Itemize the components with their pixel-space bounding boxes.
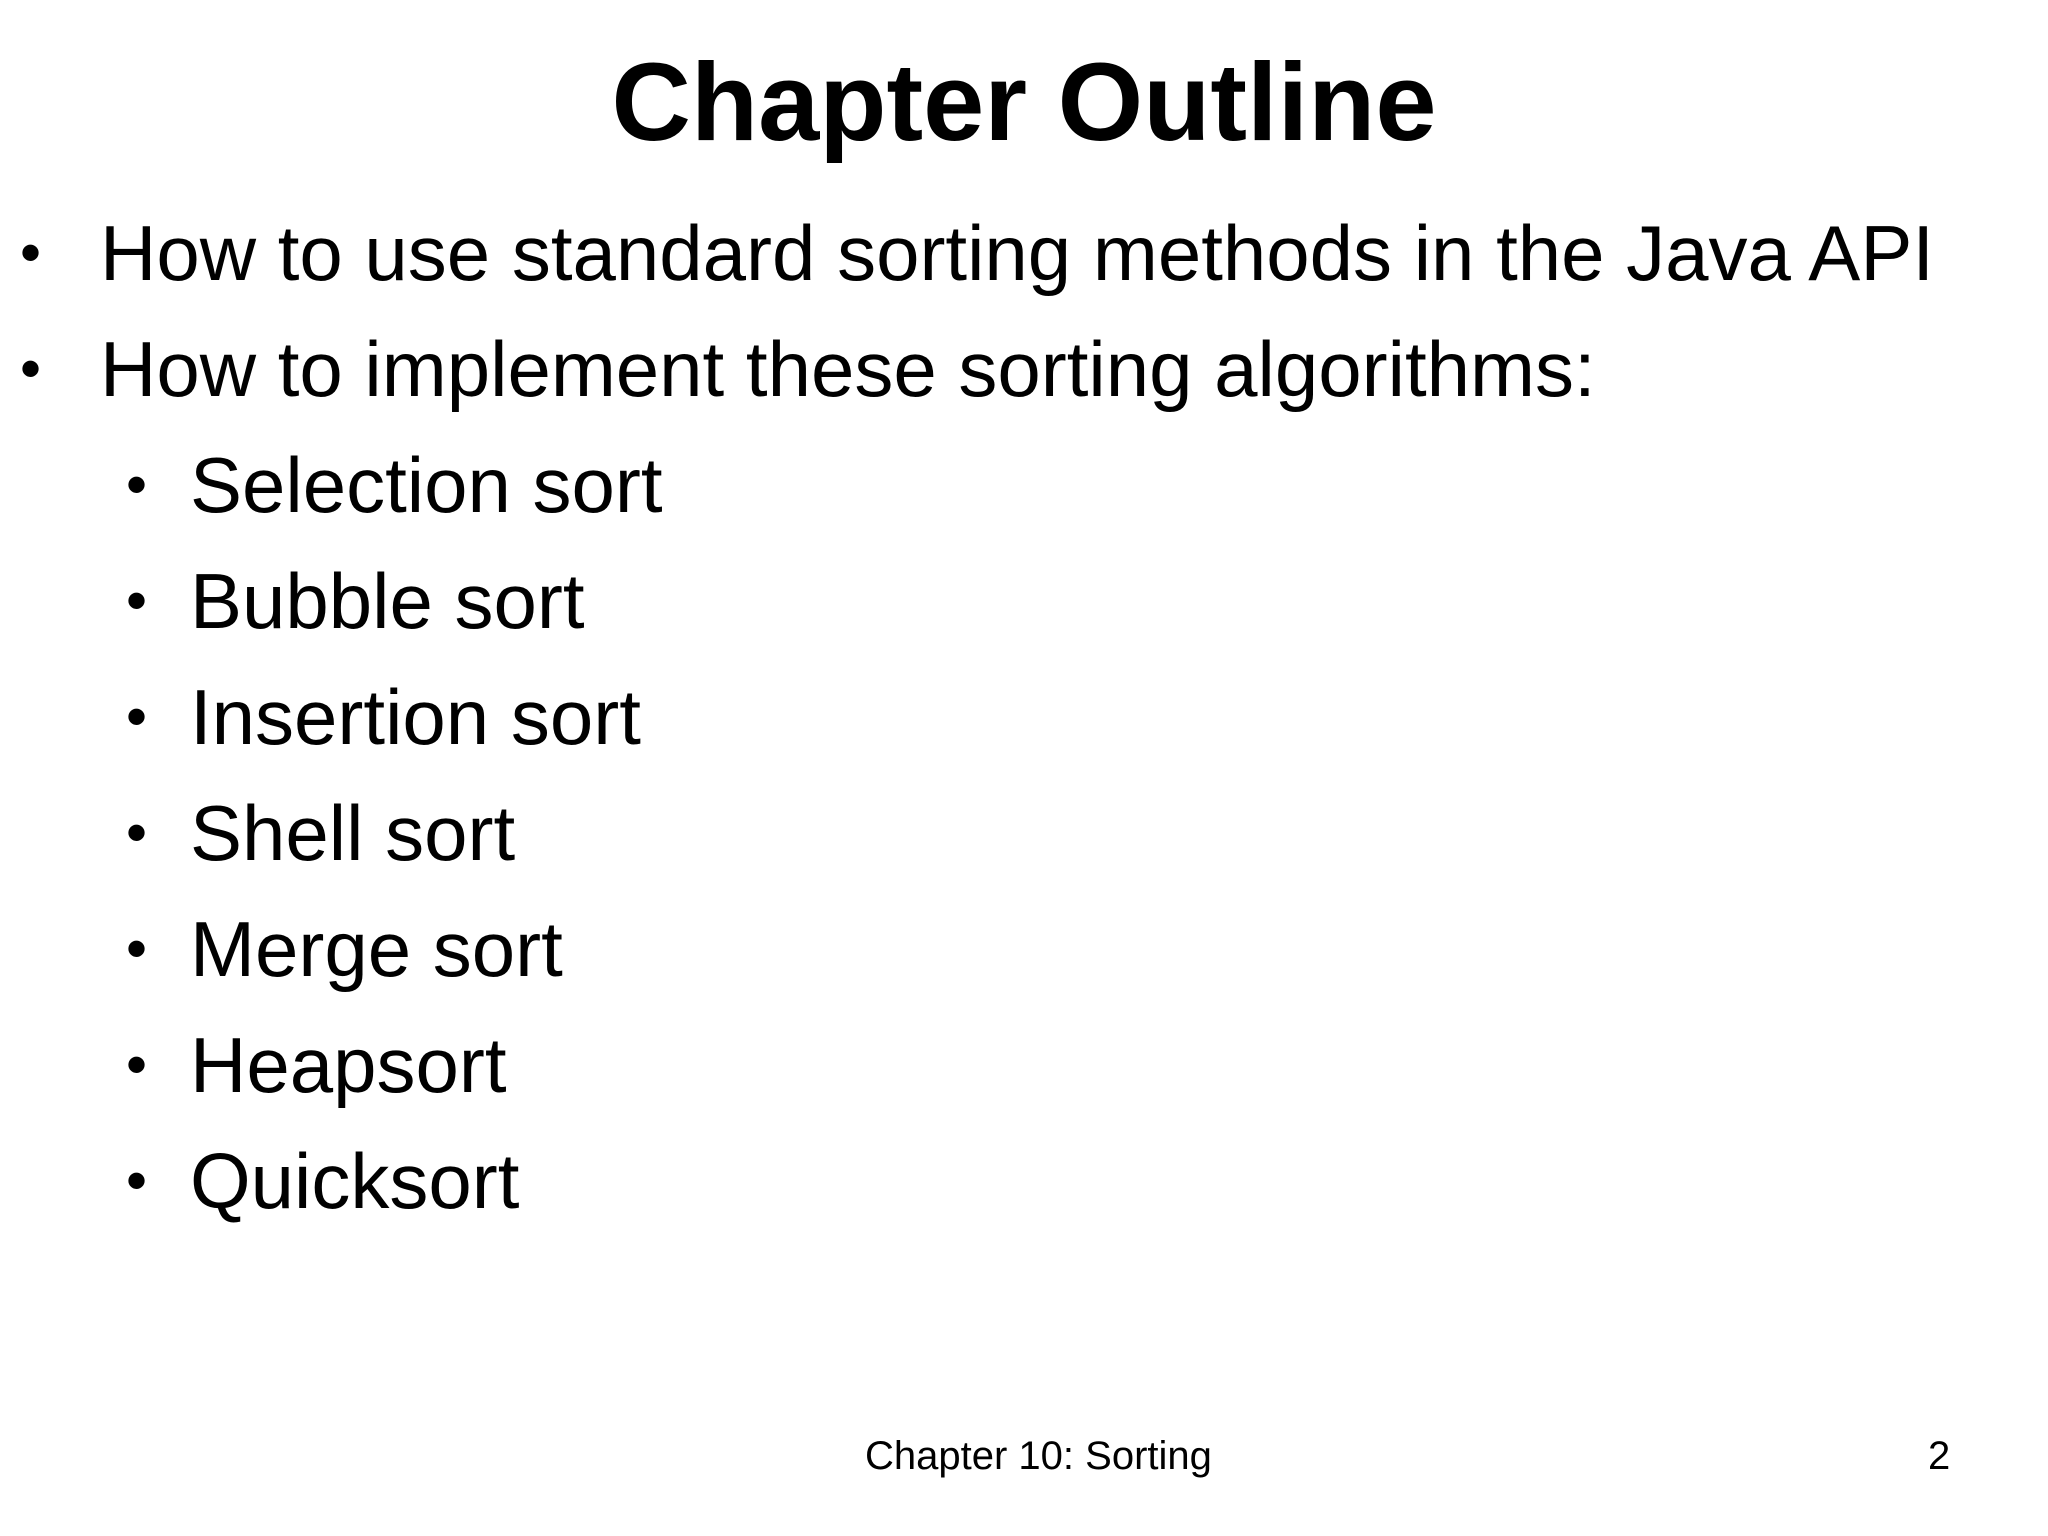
sub-bullet-text: Shell sort [190, 789, 516, 877]
sub-bullet-item [126, 440, 663, 530]
sub-bullet-item [126, 1020, 507, 1110]
sub-bullet-item [126, 556, 585, 646]
sub-bullet-text: Selection sort [190, 441, 663, 529]
sub-bullet-text: Heapsort [190, 1021, 507, 1109]
bullet-icon: • [20, 335, 42, 402]
bullet-icon: • [126, 567, 148, 634]
sub-bullet-item [126, 788, 516, 878]
sub-bullet-item [126, 1136, 520, 1226]
sub-bullet-text: Merge sort [190, 905, 563, 993]
bullet-icon: • [126, 451, 148, 518]
page-number: 2 [1928, 1434, 1951, 1478]
sub-bullet-text: Insertion sort [190, 673, 641, 761]
slide-title: Chapter Outline [611, 41, 1437, 164]
bullet-icon: • [126, 683, 148, 750]
bullet-icon: • [20, 219, 42, 286]
bullet-text: How to use standard sorting methods in the Java API [100, 209, 1935, 297]
bullet-text: How to implement these sorting algorithms: [100, 325, 1596, 413]
bullet-icon: • [126, 1031, 148, 1098]
bullet-item [20, 208, 1935, 298]
footer-title: Chapter 10: Sorting [865, 1434, 1212, 1478]
bullet-icon: • [126, 915, 148, 982]
sub-bullet-item [126, 672, 641, 762]
sub-bullet-text: Quicksort [190, 1137, 520, 1225]
bullet-icon: • [126, 1147, 148, 1214]
bullet-icon: • [126, 799, 148, 866]
sub-bullet-text: Bubble sort [190, 557, 585, 645]
bullet-item [20, 324, 1596, 414]
sub-bullet-item [126, 904, 563, 994]
